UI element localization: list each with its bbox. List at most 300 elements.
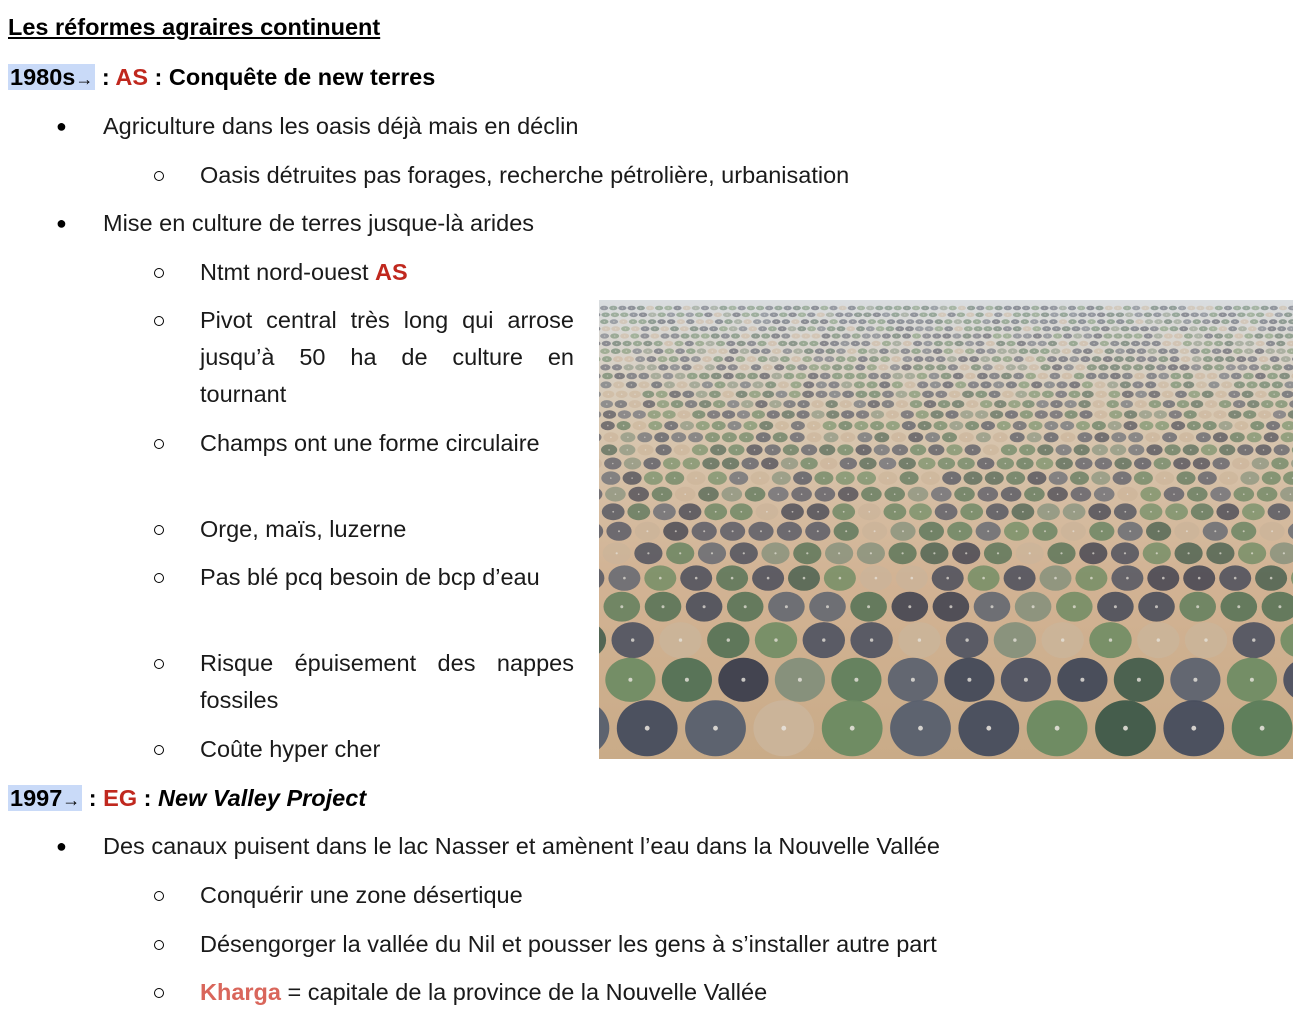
pivot-center <box>833 321 835 323</box>
bullet-icon: ● <box>56 836 67 856</box>
pivot-center <box>639 425 641 427</box>
list-item: Des canaux puisent dans le lac Nasser et amènent l’eau dans la Nouvelle Vallée <box>103 833 940 859</box>
pivot-center <box>1260 463 1262 465</box>
pivot-center <box>1047 394 1049 396</box>
pivot-center <box>647 343 649 345</box>
pivot-center <box>776 321 778 323</box>
list-item: Mise en culture de terres jusque-là arides <box>103 210 535 236</box>
pivot-center <box>894 511 896 513</box>
pivot-center <box>1207 394 1209 396</box>
pivot-center <box>655 425 657 427</box>
pivot-center <box>1214 530 1216 532</box>
pivot-center <box>758 414 760 416</box>
pivot-center <box>929 358 931 360</box>
pivot-center <box>615 328 617 330</box>
pivot-center <box>616 343 618 345</box>
pivot-center <box>636 350 638 352</box>
pivot-center <box>906 463 908 465</box>
pivot-center <box>1098 350 1100 352</box>
pivot-center <box>628 367 630 369</box>
pivot-center <box>722 350 724 352</box>
pivot-center <box>764 314 766 316</box>
pivot-center <box>875 577 878 580</box>
pivot-center <box>631 638 634 641</box>
pivot-center <box>797 425 799 427</box>
pivot-center <box>1204 638 1207 641</box>
pivot-center <box>852 321 854 323</box>
pivot-center <box>1134 328 1136 330</box>
pivot-center <box>691 375 693 377</box>
pivot-center <box>1023 384 1025 386</box>
pivot-center <box>749 463 751 465</box>
pivot-center <box>1248 335 1250 337</box>
pivot-center <box>638 511 640 513</box>
pivot-center <box>661 493 663 495</box>
pivot-center <box>1213 314 1215 316</box>
pivot-center <box>1056 403 1058 405</box>
pivot-center <box>1172 367 1174 369</box>
pivot-center <box>906 367 908 369</box>
pivot-center <box>1142 463 1144 465</box>
sub-list-item: Risque épuisement des nappes fossiles <box>200 650 574 713</box>
pivot-center <box>821 328 823 330</box>
pivot-center <box>718 403 720 405</box>
pivot-center <box>732 384 734 386</box>
pivot-center <box>1283 552 1285 554</box>
pivot-center <box>985 358 987 360</box>
pivot-center <box>1044 530 1046 532</box>
pivot-center <box>723 328 725 330</box>
pivot-center <box>741 678 745 682</box>
pivot-center <box>1128 314 1130 316</box>
pivot-center <box>668 343 670 345</box>
pivot-center <box>680 314 682 316</box>
pivot-center <box>694 335 696 337</box>
pivot-center <box>948 321 950 323</box>
pivot-center <box>796 307 798 309</box>
pivot-center <box>902 530 904 532</box>
pivot-center <box>1248 350 1250 352</box>
pivot-center <box>1124 343 1126 345</box>
sub-list-item: Pas blé pcq besoin de bcp d’eau <box>200 564 540 590</box>
pivot-center <box>941 367 943 369</box>
pivot-center <box>661 437 663 439</box>
pivot-center <box>1279 414 1281 416</box>
pivot-center <box>1090 307 1092 309</box>
pivot-center <box>1225 425 1227 427</box>
pivot-center <box>976 321 978 323</box>
pivot-center <box>840 328 842 330</box>
pivot-center <box>883 350 885 352</box>
pivot-center <box>651 321 653 323</box>
pivot-center <box>1000 437 1002 439</box>
pivot-center <box>773 414 775 416</box>
pivot-center <box>1118 437 1120 439</box>
pivot-center <box>894 493 896 495</box>
pivot-center <box>927 343 929 345</box>
pivot-center <box>605 314 607 316</box>
pivot-center <box>869 307 871 309</box>
pivot-center <box>1074 394 1076 396</box>
pivot-center <box>825 335 827 337</box>
pivot-center <box>909 384 911 386</box>
pivot-center <box>1181 463 1183 465</box>
pivot-center <box>830 328 832 330</box>
pivot-center <box>815 335 817 337</box>
pivot-center <box>689 314 691 316</box>
pivot-center <box>775 335 777 337</box>
pivot-center <box>803 577 806 580</box>
pivot-center <box>1024 321 1026 323</box>
pivot-center <box>1063 449 1065 451</box>
pivot-center <box>1007 307 1009 309</box>
pivot-center <box>921 414 923 416</box>
pivot-center <box>1124 328 1126 330</box>
pivot-center <box>1260 394 1262 396</box>
pivot-center <box>1251 384 1253 386</box>
pivot-center <box>1168 335 1170 337</box>
pivot-center <box>617 358 619 360</box>
pivot-center <box>792 314 794 316</box>
pivot-center <box>773 358 775 360</box>
pivot-center <box>1139 375 1141 377</box>
pivot-center <box>1185 477 1187 479</box>
pivot-center <box>1247 394 1249 396</box>
pivot-center <box>1197 343 1199 345</box>
pivot-center <box>937 350 939 352</box>
pivot-center <box>1162 350 1164 352</box>
pivot-center <box>1007 394 1009 396</box>
pivot-center <box>839 577 842 580</box>
pivot-center <box>765 335 767 337</box>
pivot-center <box>727 638 730 641</box>
pivot-center <box>1234 577 1237 580</box>
pivot-center <box>717 314 719 316</box>
pivot-center <box>1158 321 1160 323</box>
pivot-center <box>688 394 690 396</box>
pivot-center <box>1257 425 1259 427</box>
pivot-center <box>604 335 606 337</box>
pivot-center <box>936 335 938 337</box>
pivot-center <box>935 384 937 386</box>
hollow-bullet-icon <box>154 316 164 326</box>
pivot-center <box>829 314 831 316</box>
pivot-center <box>1055 414 1057 416</box>
pivot-center <box>871 321 873 323</box>
pivot-center <box>796 437 798 439</box>
pivot-center <box>1263 449 1265 451</box>
pivot-center <box>1189 414 1191 416</box>
pivot-center <box>918 358 920 360</box>
pivot-center <box>755 335 757 337</box>
pivot-center <box>648 403 650 405</box>
pivot-center <box>765 350 767 352</box>
pivot-center <box>994 394 996 396</box>
pivot-center <box>1225 321 1227 323</box>
pivot-center <box>1080 493 1082 495</box>
pivot-center <box>765 425 767 427</box>
pivot-center <box>868 511 870 513</box>
pivot-center <box>751 358 753 360</box>
pivot-center <box>1267 403 1269 405</box>
pivot-center <box>1282 321 1284 323</box>
pivot-center <box>1060 552 1062 554</box>
pivot-center <box>832 414 834 416</box>
pivot-center <box>616 367 618 369</box>
pivot-center <box>938 328 940 330</box>
pivot-center <box>1184 367 1186 369</box>
pivot-center <box>1084 403 1086 405</box>
pivot-center <box>1281 403 1283 405</box>
pivot-center <box>720 367 722 369</box>
pivot-center <box>760 530 762 532</box>
pivot-center <box>750 425 752 427</box>
pivot-center <box>946 335 948 337</box>
pivot-center <box>1014 321 1016 323</box>
pivot-center <box>787 307 789 309</box>
pivot-center <box>1146 425 1148 427</box>
pivot-center <box>881 321 883 323</box>
pivot-center <box>874 530 876 532</box>
pivot-center <box>649 307 651 309</box>
pivot-center <box>1127 335 1129 337</box>
pivot-center <box>814 321 816 323</box>
pivot-center <box>813 343 815 345</box>
pivot-center <box>1241 358 1243 360</box>
pivot-center <box>717 477 719 479</box>
pivot-center <box>1100 414 1102 416</box>
pivot-center <box>1047 335 1049 337</box>
pivot-center <box>956 335 958 337</box>
pivot-center <box>1137 678 1141 682</box>
pivot-center <box>1199 375 1201 377</box>
pivot-center <box>1075 328 1077 330</box>
pivot-center <box>845 449 847 451</box>
pivot-center <box>1006 375 1008 377</box>
pivot-center <box>817 403 819 405</box>
pivot-center <box>1096 358 1098 360</box>
pivot-center <box>948 328 950 330</box>
pivot-center <box>746 437 748 439</box>
pivot-center <box>1029 358 1031 360</box>
pivot-center <box>845 530 847 532</box>
pivot-center <box>756 321 758 323</box>
separator: : <box>82 785 104 811</box>
pivot-center <box>1215 321 1217 323</box>
pivot-center <box>634 403 636 405</box>
pivot-center <box>1237 437 1239 439</box>
pivot-center <box>861 394 863 396</box>
pivot-center <box>970 314 972 316</box>
pivot-center <box>1187 375 1189 377</box>
pivot-center <box>1271 477 1273 479</box>
pivot-center <box>1055 726 1060 731</box>
pivot-center <box>908 605 911 608</box>
sub-list-item: Oasis détruites pas forages, recherche pétrolière, urbanisation <box>200 162 850 188</box>
pivot-center <box>961 307 963 309</box>
pivot-center <box>654 335 656 337</box>
pivot-center <box>1016 314 1018 316</box>
pivot-center <box>795 384 797 386</box>
pivot-center <box>762 328 764 330</box>
pivot-center <box>1219 414 1221 416</box>
pivot-center <box>915 437 917 439</box>
pivot-center <box>632 321 634 323</box>
pivot-center <box>1091 314 1093 316</box>
pivot-center <box>866 477 868 479</box>
pivot-center <box>817 530 819 532</box>
pivot-center <box>1191 726 1196 731</box>
pivot-center <box>1029 552 1031 554</box>
pivot-center <box>699 343 701 345</box>
pivot-center <box>1010 367 1012 369</box>
pivot-center <box>1062 307 1064 309</box>
pivot-center <box>823 321 825 323</box>
pivot-center <box>1107 358 1109 360</box>
pivot-center <box>1163 375 1165 377</box>
pivot-center <box>941 394 943 396</box>
pivot-center <box>1114 343 1116 345</box>
pivot-center <box>871 384 873 386</box>
pivot-center <box>794 394 796 396</box>
pivot-center <box>1022 367 1024 369</box>
pivot-center <box>833 307 835 309</box>
pivot-center <box>772 343 774 345</box>
pivot-center <box>1099 449 1101 451</box>
pivot-center <box>603 307 605 309</box>
pivot-center <box>705 335 707 337</box>
pivot-center <box>610 477 612 479</box>
pivot-center <box>1196 321 1198 323</box>
pivot-center <box>928 321 930 323</box>
pivot-center <box>773 314 775 316</box>
pivot-center <box>1260 375 1262 377</box>
pivot-center <box>1035 307 1037 309</box>
pivot-center <box>1016 328 1018 330</box>
pivot-center <box>776 375 778 377</box>
pivot-center <box>1273 394 1275 396</box>
arrow-icon: → <box>75 69 94 89</box>
pivot-center <box>928 328 930 330</box>
pivot-center <box>781 726 786 731</box>
pivot-center <box>890 321 892 323</box>
pivot-center <box>979 314 981 316</box>
pivot-center <box>1150 493 1152 495</box>
pivot-center <box>762 358 764 360</box>
pivot-center <box>898 437 900 439</box>
pivot-center <box>1087 350 1089 352</box>
pivot-center <box>1081 321 1083 323</box>
pivot-center <box>761 403 763 405</box>
hollow-bullet-icon <box>154 439 164 449</box>
pivot-center <box>940 425 942 427</box>
pivot-center <box>606 343 608 345</box>
pivot-center <box>654 328 656 330</box>
pivot-center <box>1150 511 1152 513</box>
pivot-center <box>936 414 938 416</box>
pivot-center <box>873 375 875 377</box>
pivot-center <box>1026 328 1028 330</box>
pivot-center <box>657 343 659 345</box>
pivot-center <box>806 358 808 360</box>
pivot-center <box>813 437 815 439</box>
pivot-center <box>1124 511 1126 513</box>
pivot-center <box>1284 375 1286 377</box>
pivot-center <box>620 605 623 608</box>
pivot-center <box>683 414 685 416</box>
pivot-center <box>661 314 663 316</box>
pivot-center <box>686 307 688 309</box>
pivot-center <box>940 358 942 360</box>
pivot-center <box>1129 358 1131 360</box>
sub-list-item: Champs ont une forme circulaire <box>200 430 540 456</box>
pivot-center <box>618 530 620 532</box>
pivot-center <box>1278 605 1281 608</box>
pivot-center <box>1195 367 1197 369</box>
pivot-center <box>745 335 747 337</box>
pivot-center <box>957 403 959 405</box>
pivot-center <box>1003 425 1005 427</box>
pivot-center <box>851 307 853 309</box>
pivot-center <box>884 384 886 386</box>
pivot-center <box>1204 414 1206 416</box>
pivot-center <box>850 726 855 731</box>
pivot-center <box>951 314 953 316</box>
pivot-center <box>1228 477 1230 479</box>
pivot-center <box>997 328 999 330</box>
pivot-center <box>763 437 765 439</box>
pivot-center <box>1083 343 1085 345</box>
pivot-center <box>605 367 607 369</box>
pivot-center <box>1129 321 1131 323</box>
pivot-center <box>1196 605 1199 608</box>
pivot-center <box>1104 343 1106 345</box>
pivot-center <box>1182 403 1184 405</box>
pivot-center <box>727 394 729 396</box>
pivot-center <box>1018 577 1021 580</box>
pivot-center <box>1242 367 1244 369</box>
pivot-center <box>1196 358 1198 360</box>
pivot-center <box>1253 321 1255 323</box>
pivot-center <box>1259 343 1261 345</box>
pivot-center <box>1024 463 1026 465</box>
pivot-center <box>1044 314 1046 316</box>
hollow-bullet-icon <box>154 268 164 278</box>
pivot-center <box>1160 414 1162 416</box>
pivot-center <box>1010 493 1012 495</box>
pivot-center <box>741 394 743 396</box>
pivot-center <box>669 384 671 386</box>
pivot-center <box>642 321 644 323</box>
pivot-center <box>980 307 982 309</box>
pivot-center <box>662 403 664 405</box>
pivot-center <box>1196 403 1198 405</box>
pivot-center <box>983 437 985 439</box>
pivot-center <box>1245 449 1247 451</box>
pivot-center <box>713 414 715 416</box>
pivot-center <box>1250 314 1252 316</box>
pivot-center <box>1198 577 1201 580</box>
pivot-center <box>1101 437 1103 439</box>
pivot-center <box>1280 350 1282 352</box>
pivot-center <box>982 577 985 580</box>
pivot-center <box>807 394 809 396</box>
pivot-center <box>621 394 623 396</box>
pivot-center <box>795 358 797 360</box>
pivot-center <box>919 321 921 323</box>
pivot-center <box>922 384 924 386</box>
pivot-center <box>1287 394 1289 396</box>
